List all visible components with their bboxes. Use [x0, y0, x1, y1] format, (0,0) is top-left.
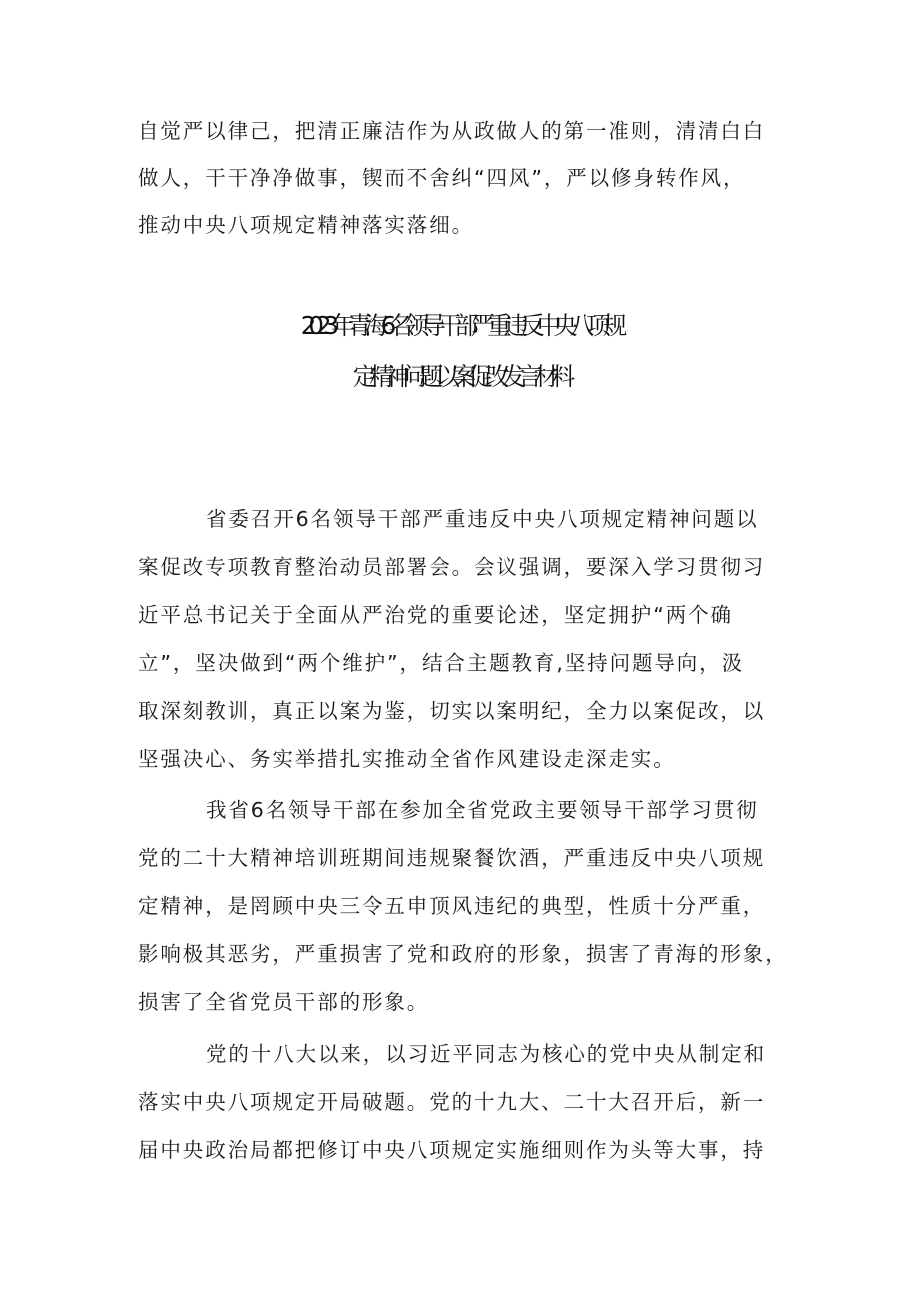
p2-line-2: 党的二十大精神培训班期间违规聚餐饮酒，严重违反中央八项规 — [138, 846, 766, 870]
p2-line-3: 定精神，是罔顾中央三令五申顶风违纪的典型，性质十分严重， — [138, 894, 766, 918]
p3-line-3: 届中央政治局都把修订中央八项规定实施细则作为头等大事，持 — [138, 1138, 766, 1162]
intro-line-2: 做人，干干净净做事，锲而不舍纠“四风”，严以修身转作风， — [138, 166, 746, 190]
intro-line-3: 推动中央八项规定精神落实落细。 — [138, 213, 474, 237]
p1-line-3: 近平总书记关于全面从严治党的重要论述，坚定拥护“两个确 — [138, 603, 733, 627]
p2-line-5: 损害了全省党员干部的形象。 — [138, 990, 430, 1014]
p1-line-1: 省委召开6名领导干部严重违反中央八项规定精神问题以 — [206, 507, 759, 531]
p1-line-6: 坚强决心、务实举措扎实推动全省作风建设走深走实。 — [138, 747, 676, 771]
p3-line-1: 党的十八大以来，以习近平同志为核心的党中央从制定和 — [206, 1042, 766, 1066]
title-line-1: 2023年青海6名领导干部严重违反中央八项规 — [300, 311, 620, 340]
title-line-2: 定精神问题以案促改发言材料 — [352, 362, 568, 391]
p3-line-2: 落实中央八项规定开局破题。党的十九大、二十大召开后，新一 — [138, 1090, 766, 1114]
p1-line-2: 案促改专项教育整治动员部署会。会议强调，要深入学习贯彻习 — [138, 555, 766, 579]
p1-line-4: 立”，坚决做到“两个维护”，结合主题教育,坚持问题导向，汲 — [138, 651, 744, 675]
p2-line-4: 影响极其恶劣，严重损害了党和政府的形象，损害了青海的形象， — [138, 942, 788, 966]
p1-line-5: 取深刻教训，真正以案为鉴，切实以案明纪，全力以案促改，以 — [138, 699, 766, 723]
p2-line-1: 我省6名领导干部在参加全省党政主要领导干部学习贯彻 — [206, 798, 759, 822]
intro-line-1: 自觉严以律己，把清正廉洁作为从政做人的第一准则，清清白白 — [138, 119, 766, 143]
